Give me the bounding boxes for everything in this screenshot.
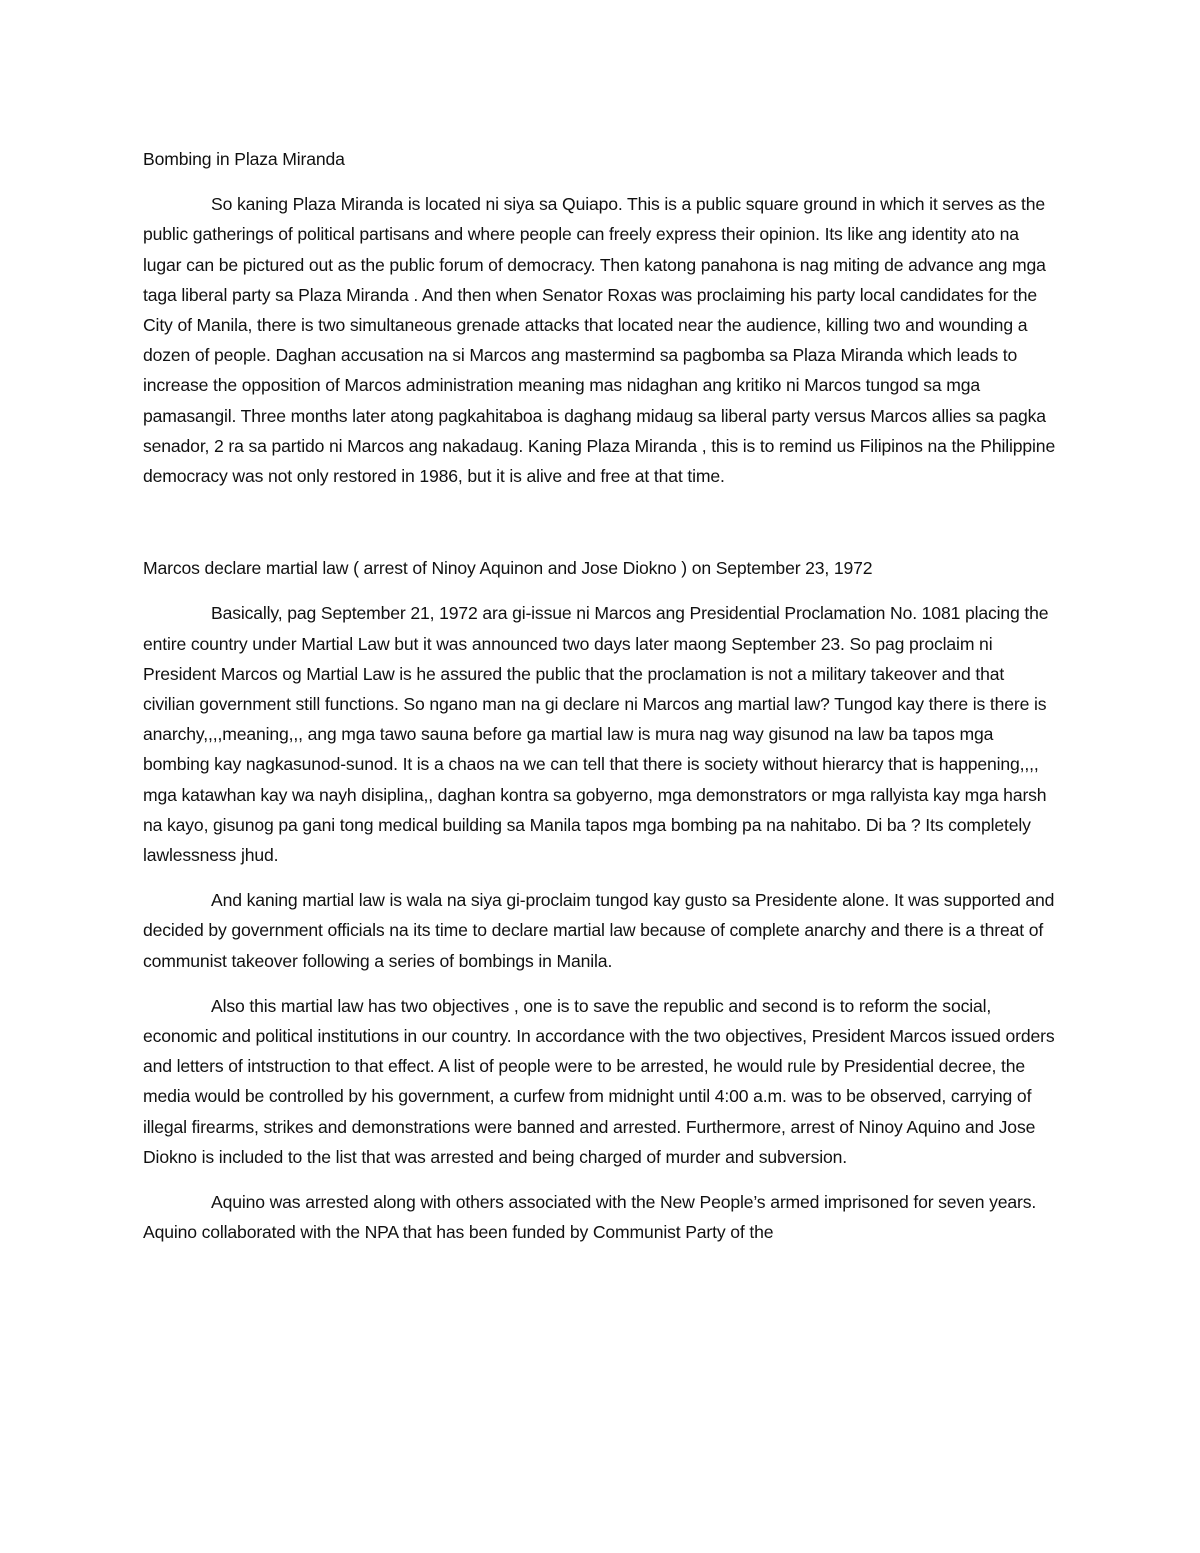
paragraph-plaza-miranda: So kaning Plaza Miranda is located ni siya sa Quiapo. This is a public square ground in which it serves as the public gatherings of political partisans and where people can freely express their opinion. Its like ang identity ato na lugar can be pictured out as the public forum of democracy. Then katong panahona is nag miting de advance ang mga taga liberal party sa Plaza Miranda . And then when Senator Roxas was proclaiming his party local candidates for the City of Manila, there is two simultaneous grenade attacks that located near the audience, killing two and wounding a dozen of people. Daghan accusation na si Marcos ang mastermind sa pagbomba sa Plaza Miranda which leads to increase the opposition of Marcos administration meaning mas nidaghan ang kritiko ni Marcos tungod sa mga pamasangil. Three months later atong pagkahitaboa is daghang midaug sa liberal party versus Marcos allies sa pagka senador, 2 ra sa partido ni Marcos ang nakadaug. Kaning Plaza Miranda , this is to remind us Filipinos na the Philippine democracy was not only restored in 1986, but it is alive and free at that time.: [143, 194, 1056, 487]
section-heading-plaza-miranda: Bombing in Plaza Miranda: [143, 149, 345, 169]
paragraph-martial-law-1: Basically, pag September 21, 1972 ara gi-issue ni Marcos ang Presidential Proclamation No. 1081 placing the entire country under Martial Law but it was announced two days later maong September 23. So pag proclaim ni President Marcos og Martial Law is he assured the public that the proclamation is not a military takeover and that civilian government still functions. So ngano man na gi declare ni Marcos ang martial law? Tungod kay there is there is anarchy,,,,meaning,,, ang mga tawo sauna before ga martial law is mura nag way gisunod na law ba tapos mga bombing kay nagkasunod-sunod. It is a chaos na we can tell that there is society without hierarcy that is happening,,,, mga katawhan kay wa nayh disiplina,, daghan kontra sa gobyerno, mga demonstrators or mga rallyista kay mga harsh na kayo, gisunog pa gani tong medical building sa Manila tapos mga bombing pa na nahitabo. Di ba ? Its completely lawlessness jhud.: [143, 603, 1049, 866]
document-body: [143, 144, 1058, 1248]
section-heading-martial-law: Marcos declare martial law ( arrest of Ninoy Aquinon and Jose Diokno ) on September 23, 1972: [143, 558, 873, 579]
paragraph-martial-law-2: And kaning martial law is wala na siya gi-proclaim tungod kay gusto sa Presidente alone. It was supported and decided by government officials na its time to declare martial law because of complete anarchy and there is a threat of communist takeover following a series of bombings in Manila.: [143, 890, 1055, 971]
paragraph-martial-law-3: Also this martial law has two objectives , one is to save the republic and second is to reform the social, economic and political institutions in our country. In accordance with the two objectives, President Marcos issued orders and letters of intstruction to that effect. A list of people were to be arrested, he would rule by Presidential decree, the media would be controlled by his government, a curfew from midnight until 4:00 a.m. was to be observed, carrying of illegal firearms, strikes and demonstrations were banned and arrested. Furthermore, arrest of Ninoy Aquino and Jose Diokno is included to the list that was arrested and being charged of murder and subversion.: [143, 995, 1055, 1167]
paragraph-martial-law-4: Aquino was arrested along with others associated with the New People’s armed imprisoned for seven years. Aquino collaborated with the NPA that has been funded by Communist Party of the: [143, 1192, 1037, 1243]
